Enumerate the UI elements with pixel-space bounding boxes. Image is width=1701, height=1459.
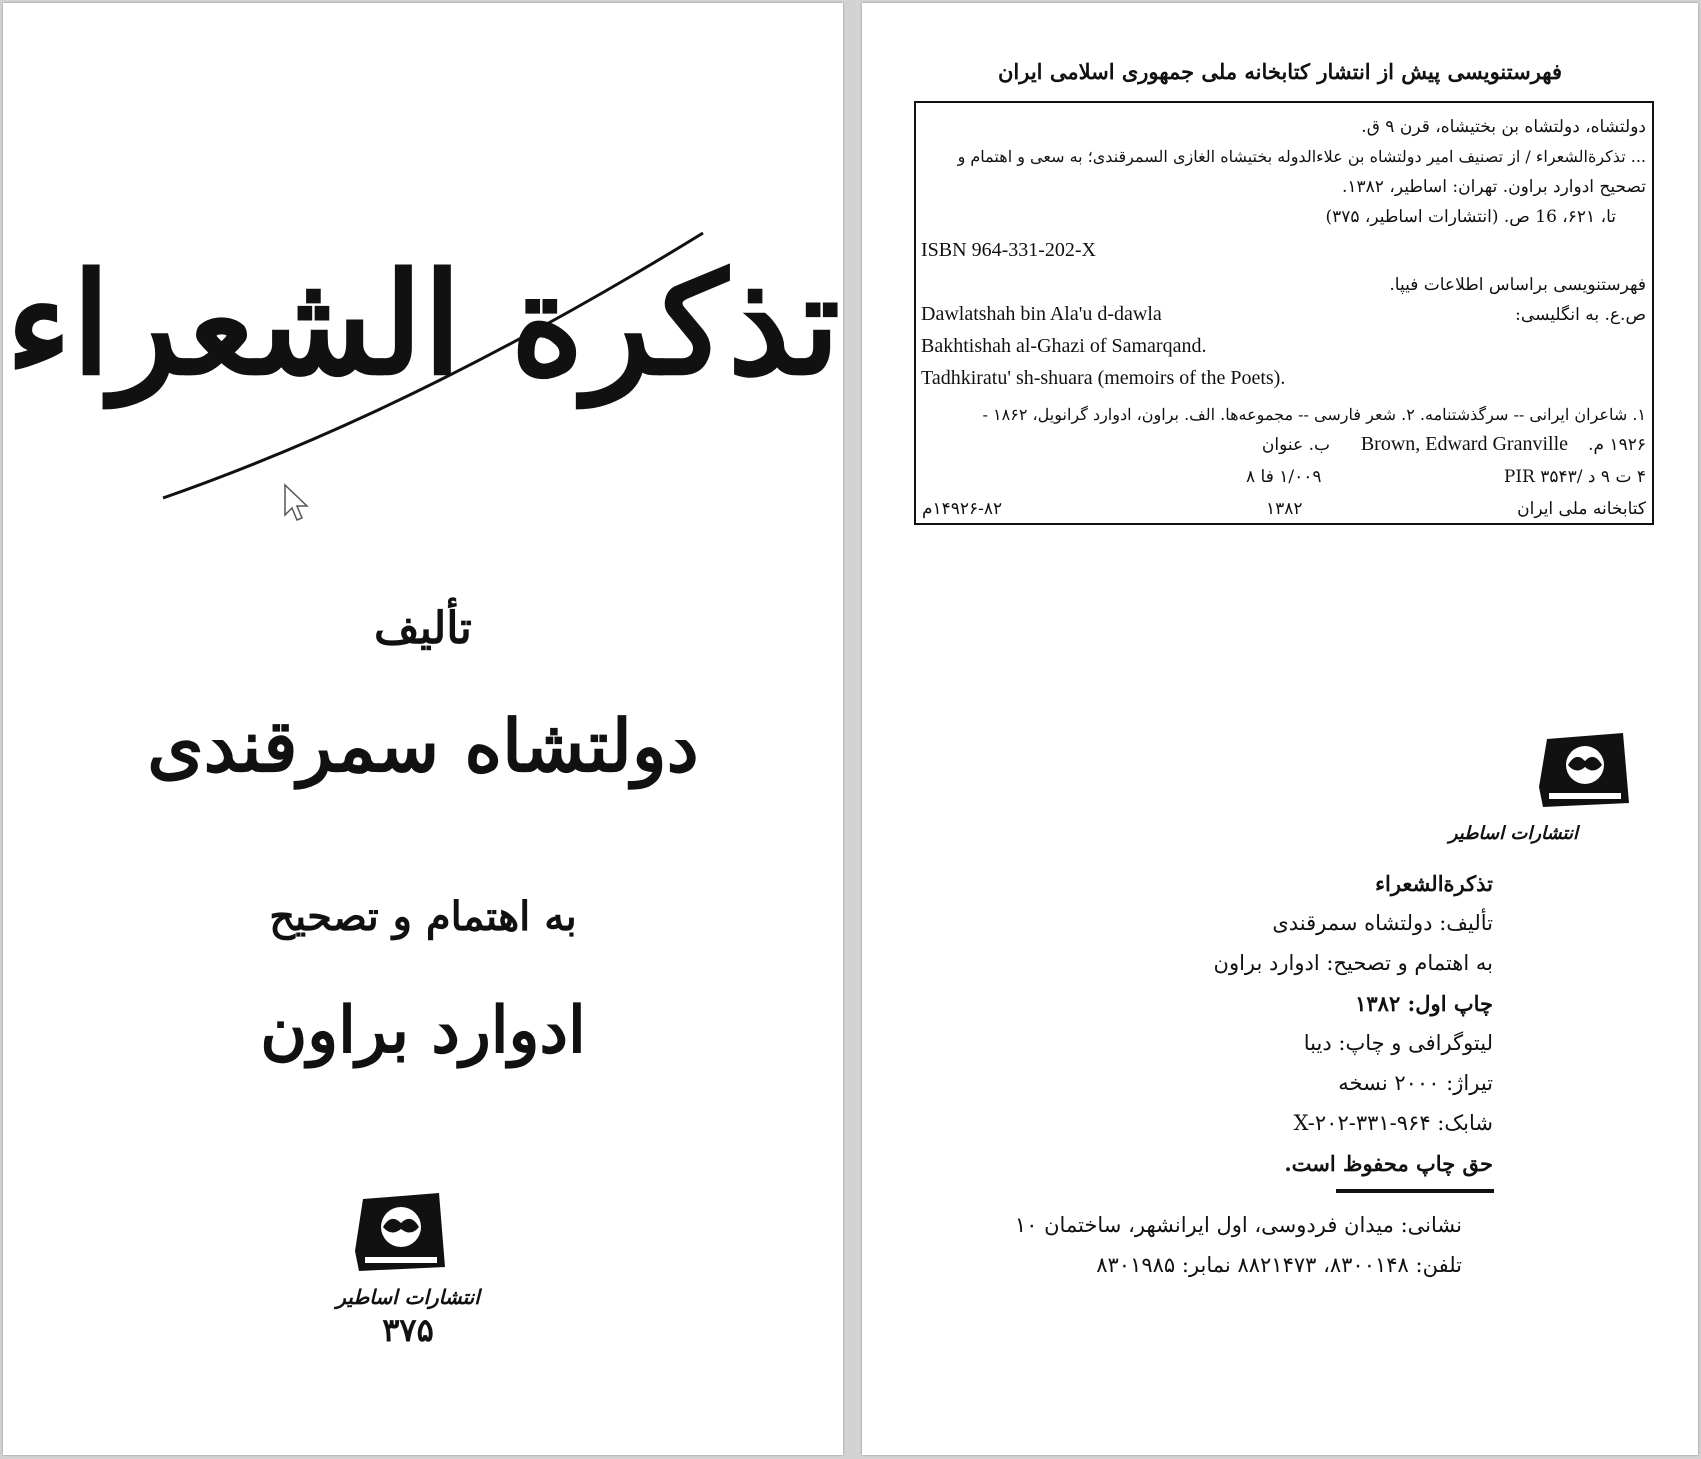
series-number: ۳۷۵ [382,1311,434,1349]
title-page [3,3,843,1455]
mouse-pointer-icon [283,483,311,523]
imprint-title: تذکرة‌الشعراء [1375,871,1493,896]
isbn-line: ISBN 964-331-202-X [921,239,1096,261]
english-line-1: Dawlatshah bin Ala'u d-dawla [921,303,1162,325]
divider-rule [1336,1189,1494,1193]
subject-line-2-tail: ب. عنوان [1261,435,1330,455]
publisher-name: انتشارات اساطیر [336,1285,480,1309]
imprint-author: تألیف: دولتشاه سمرقندی [1272,911,1493,935]
editor-label: به اهتمام و تصحیح [269,893,577,940]
english-label: ص.ع. به انگلیسی: [1515,305,1646,325]
fipa-line: فهرستنویسی براساس اطلاعات فیپا. [1389,275,1646,295]
classification-left: ۱/۰۰۹ فا ۸ [1246,467,1322,487]
book-title: تذکرة الشعراء [5,243,841,407]
publisher-logo [353,1191,449,1281]
imprint-print-run: تیراژ: ۲۰۰۰ نسخه [1338,1071,1493,1095]
imprint-editor: به اهتمام و تصحیح: ادوارد براون [1213,951,1493,975]
cip-line-3: تصحیح ادوارد براون. تهران: اساطیر، ۱۳۸۲. [1341,177,1646,197]
library-name: کتابخانه ملی ایران [1517,499,1646,519]
editor-name: ادوارد براون [260,993,586,1068]
subject-line-1: ۱. شاعران ایرانی -- سرگذشتنامه. ۲. شعر فارسی -- مجموعه‌ها. الف. براون، ادوارد گرانویل، ۱۸۶۲ - [982,405,1646,424]
publisher-logo [1537,731,1633,815]
cip-line-4: تا، ۶۲۱، 16 ص. (انتشارات اساطیر، ۳۷۵) [1325,207,1616,227]
cip-header: فهرستنویسی پیش از انتشار کتابخانه ملی جمهوری اسلامی ایران [997,59,1563,84]
subject-line-2-en: Brown, Edward Granville [1360,433,1568,455]
imprint-isbn: شابک: X-۲۰۲-۳۳۱-۹۶۴ [1293,1111,1493,1135]
english-line-2: Bakhtishah al-Ghazi of Samarqand. [921,335,1207,357]
imprint-copyright: حق چاپ محفوظ است. [1284,1151,1493,1176]
cip-record-box [914,101,1654,525]
cip-line-1: دولتشاه، دولتشاه بن بختیشاه، قرن ۹ ق. [1361,117,1646,137]
publisher-phone: تلفن: ۸۳۰۰۱۴۸، ۸۸۲۱۴۷۳ نمابر: ۸۳۰۱۹۸۵ [1096,1253,1462,1277]
imprint-edition: چاپ اول: ۱۳۸۲ [1355,991,1493,1016]
imprint-printer: لیتوگرافی و چاپ: دیبا [1303,1031,1493,1055]
library-number: ۱۴۹۲۶-۸۲م [922,499,1003,519]
publisher-name: انتشارات اساطیر [1448,823,1578,844]
author-label: تألیف [374,603,472,654]
english-line-3: Tadhkiratu' sh-shuara (memoirs of the Poets). [921,367,1286,389]
copyright-page [862,3,1698,1455]
author-name: دولتشاه سمرقندی [147,703,699,788]
library-year: ۱۳۸۲ [1266,499,1303,519]
classification-right: ۴ ت ۹ د /PIR ۳۵۴۳ [1503,467,1646,487]
cip-line-2: ... تذکرة‌الشعراء / از تصنیف امیر دولتشاه بن علاءالدوله بختیشاه الغازی السمرقندی؛ به سعی و اهتمام و [957,147,1646,166]
publisher-address: نشانی: میدان فردوسی، اول ایرانشهر، ساختمان ۱۰ [1014,1213,1462,1237]
subject-line-2-fa: ۱۹۲۶ م. [1588,435,1646,455]
